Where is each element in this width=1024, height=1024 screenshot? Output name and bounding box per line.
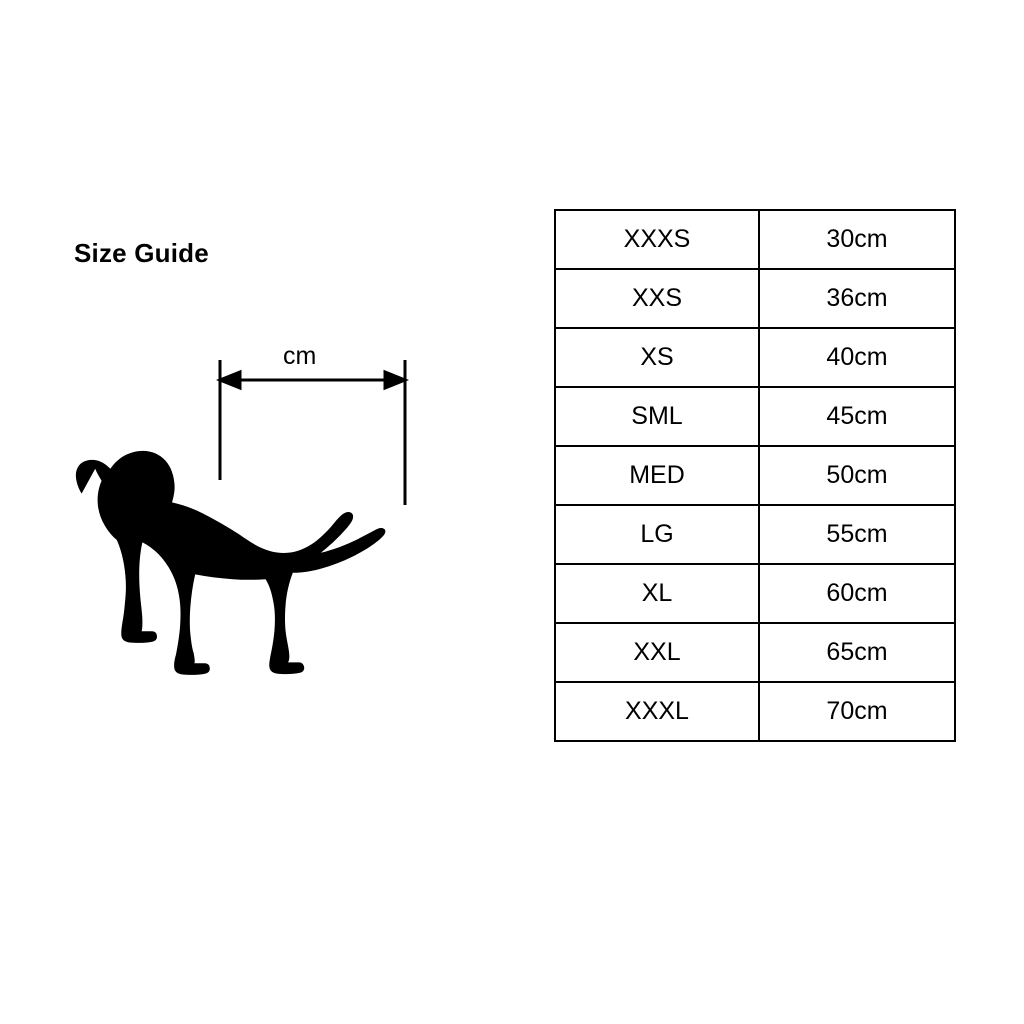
dog-silhouette-icon — [76, 451, 386, 675]
value-cell: 70cm — [759, 682, 955, 741]
table-row — [555, 387, 955, 446]
value-cell: 60cm — [759, 564, 955, 623]
value-cell: 36cm — [759, 269, 955, 328]
size-cell: SML — [555, 387, 759, 446]
value-cell: 65cm — [759, 623, 955, 682]
table-row — [555, 446, 955, 505]
size-cell: XXXL — [555, 682, 759, 741]
double-arrow-horizontal-icon — [220, 360, 405, 505]
size-cell: LG — [555, 505, 759, 564]
table-row — [555, 564, 955, 623]
value-cell: 40cm — [759, 328, 955, 387]
size-table-body — [555, 210, 955, 741]
size-cell: MED — [555, 446, 759, 505]
size-cell: XXS — [555, 269, 759, 328]
page-title: Size Guide — [74, 238, 209, 268]
table-row — [555, 269, 955, 328]
table-row — [555, 682, 955, 741]
value-cell: 45cm — [759, 387, 955, 446]
measurement-unit-label: cm — [283, 342, 317, 370]
table-row — [555, 210, 955, 269]
table-row — [555, 328, 955, 387]
value-cell: 50cm — [759, 446, 955, 505]
table-row — [555, 623, 955, 682]
size-cell: XL — [555, 564, 759, 623]
value-cell: 30cm — [759, 210, 955, 269]
table-row — [555, 505, 955, 564]
size-cell: XS — [555, 328, 759, 387]
dog-measurement-illustration — [60, 330, 540, 750]
size-table — [554, 209, 956, 742]
size-cell: XXL — [555, 623, 759, 682]
value-cell: 55cm — [759, 505, 955, 564]
size-cell: XXXS — [555, 210, 759, 269]
